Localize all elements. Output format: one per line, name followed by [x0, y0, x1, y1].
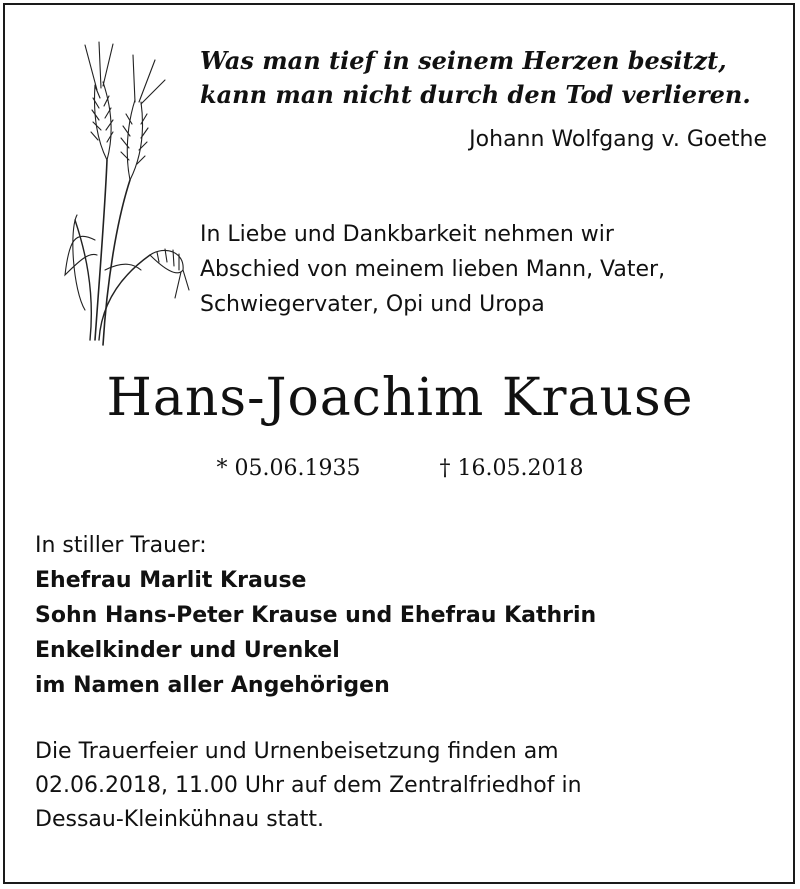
funeral-notice: [35, 735, 775, 837]
intro-line-2: Abschied von meinem lieben Mann, Vater,: [200, 257, 666, 282]
quote-author: Johann Wolfgang v. Goethe: [469, 127, 767, 152]
intro-line-1: In Liebe und Dankbarkeit nehmen wir: [200, 222, 614, 247]
birth-date: * 05.06.1935: [216, 456, 361, 481]
mourners-heading: In stiller Trauer:: [35, 533, 207, 558]
funeral-line-1: Die Trauerfeier und Urnenbeisetzung finden am: [35, 739, 559, 764]
quote-line-1: Was man tief in seinem Herzen besitzt,: [200, 46, 727, 75]
mourners-block: [35, 528, 775, 703]
mourner-line: im Namen aller Angehörigen: [35, 673, 390, 698]
goethe-quote: [200, 44, 760, 112]
quote-line-2: kann man nicht durch den Tod verlieren.: [200, 80, 751, 109]
wheat-ears-icon: [55, 40, 190, 350]
life-dates: [0, 456, 800, 481]
mourner-line: Sohn Hans-Peter Krause und Ehefrau Kathrin: [35, 603, 597, 628]
death-date: † 16.05.2018: [439, 456, 584, 481]
intro-text: [200, 217, 760, 322]
mourner-line: Enkelkinder und Urenkel: [35, 638, 340, 663]
deceased-name: Hans-Joachim Krause: [106, 368, 694, 428]
mourner-line: Ehefrau Marlit Krause: [35, 568, 307, 593]
intro-line-3: Schwiegervater, Opi und Uropa: [200, 292, 545, 317]
funeral-line-3: Dessau-Kleinkühnau statt.: [35, 807, 325, 832]
funeral-line-2: 02.06.2018, 11.00 Uhr auf dem Zentralfriedhof in: [35, 773, 582, 798]
